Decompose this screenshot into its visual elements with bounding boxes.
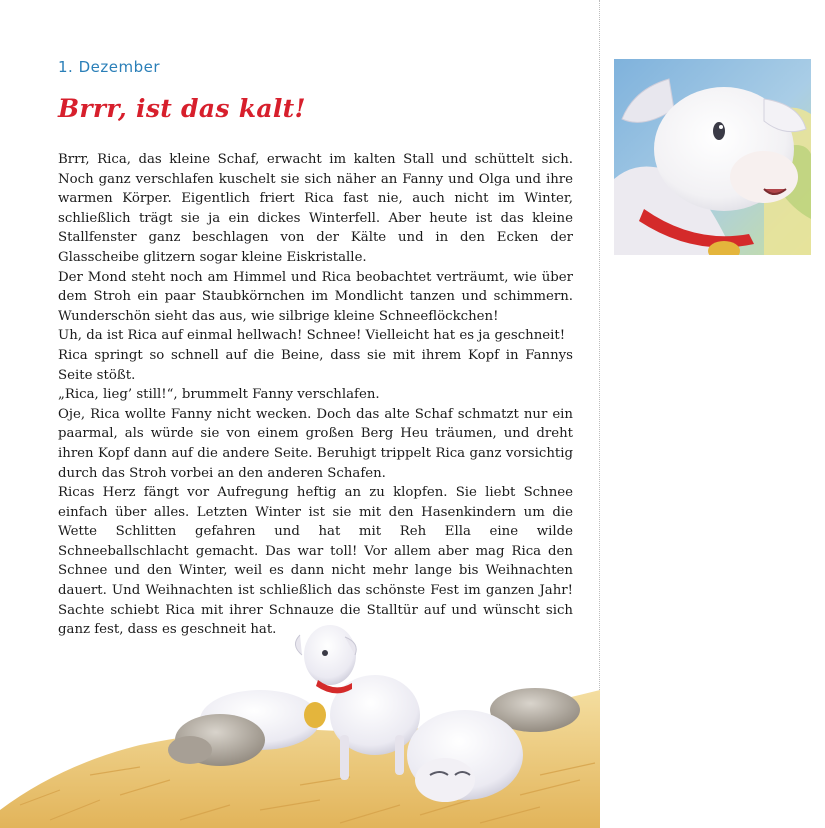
story-paragraph: Uh, da ist Rica auf einmal hellwach! Schnee! Vielleicht hat es ja geschneit!: [58, 328, 566, 344]
story-paragraph: Ricas Herz fängt vor Aufregung heftig an zu klopfen. Sie liebt Schnee einfach über alles. Letzten Winter ist sie mit den Hasenkindern um die Wette Schlitten gefahren und hat mit Reh Ella eine wilde Schneeballschlacht gemacht. Das war toll! Vor allem aber mag Rica den Schnee und den Winter, weil es dann nicht mehr lange bis Weihnachten dauert. Und Weihnachten ist schließlich das schönste Fest im ganzen Jahr! Sachte schiebt Rica mit ihrer Schnauze die Stalltür auf und wünscht sich ganz fest, dass es geschneit hat.: [58, 485, 573, 638]
story-paragraph: Brrr, Rica, das kleine Schaf, erwacht im kalten Stall und schüttelt sich. Noch ganz verschlafen kuschelt sie sich näher an Fanny und Olga und ihre warmen Körper. Eigentlich friert Rica fast nie, auch nicht im Winter, schließlich trägt sie ja ein dickes Winterfell. Aber heute ist das kleine Stallfenster ganz beschlagen von der Kälte und in den Ecken der Glasscheibe glitzern sogar kleine Eiskristalle.: [58, 152, 573, 265]
story-paragraph: Oje, Rica wollte Fanny nicht wecken. Doch das alte Schaf schmatzt nur ein paarmal, als würde sie von einem großen Berg Heu träumen, und dreht ihren Kopf dann auf die andere Seite. Beruhigt trippelt Rica ganz vorsichtig durch das Stroh vorbei an den anderen Schafen.: [58, 406, 573, 481]
story-text: [58, 150, 573, 640]
date-heading: 1. Dezember: [58, 58, 160, 76]
story-paragraph: „Rica, lieg’ still!“, brummelt Fanny verschlafen.: [58, 387, 380, 403]
sheep-portrait-illustration: [614, 59, 811, 255]
story-paragraph: Der Mond steht noch am Himmel und Rica beobachtet verträumt, wie über dem Stroh ein paar Staubkörnchen im Mondlicht tanzen und schimmern. Wunderschön sieht das aus, wie silbrige kleine Schneeflöckchen!: [58, 269, 573, 324]
story-paragraph: Rica springt so schnell auf die Beine, dass sie mit ihrem Kopf in Fannys Seite stößt.: [58, 347, 573, 383]
sheep-in-straw-illustration: [0, 595, 600, 828]
story-title: Brrr, ist das kalt!: [58, 94, 306, 123]
